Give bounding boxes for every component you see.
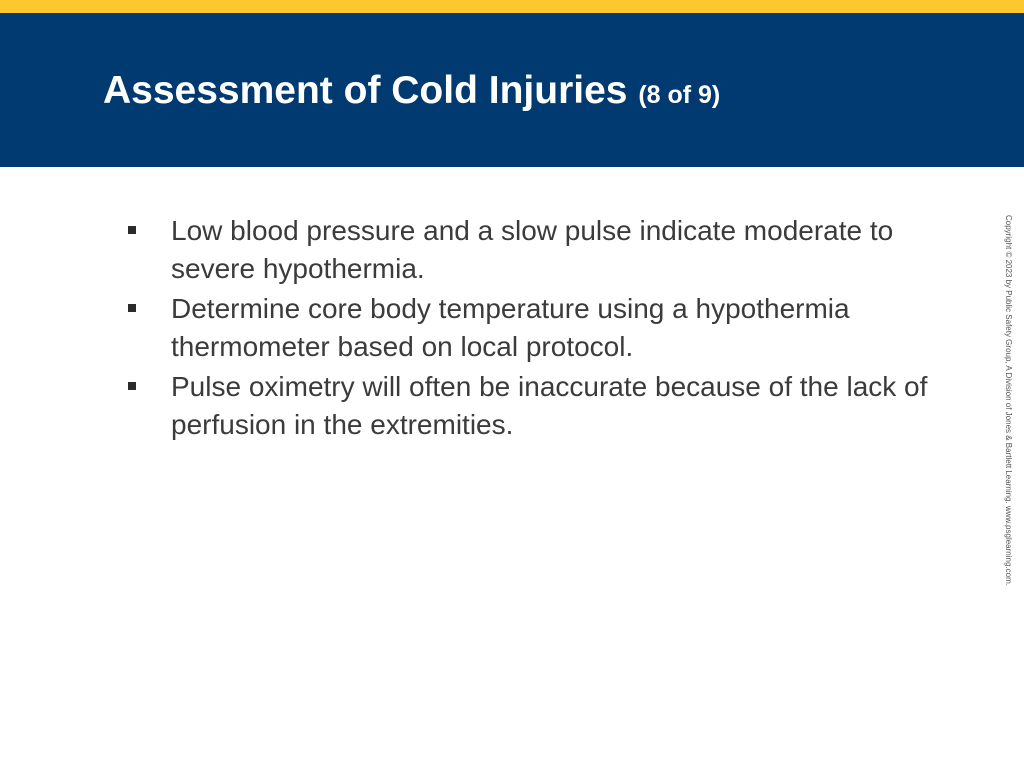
bullet-text: Determine core body temperature using a hypothermia thermometer based on local protocol. xyxy=(171,293,850,362)
bullet-item xyxy=(120,212,950,288)
slide-title-text: Assessment of Cold Injuries xyxy=(103,69,628,112)
square-bullet-icon xyxy=(128,304,136,312)
copyright-notice: Copyright © 2023 by Public Safety Group, A Division of Jones & Bartlett Learning. www.psglearning.com. xyxy=(1004,215,1013,586)
bullet-item xyxy=(120,368,950,444)
bullet-text: Low blood pressure and a slow pulse indicate moderate to severe hypothermia. xyxy=(171,215,894,284)
bullet-item xyxy=(120,290,950,366)
slide-title xyxy=(103,68,720,118)
square-bullet-icon xyxy=(128,382,136,390)
bullet-text: Pulse oximetry will often be inaccurate because of the lack of perfusion in the extremities. xyxy=(171,371,928,440)
square-bullet-icon xyxy=(128,226,136,234)
accent-stripe xyxy=(0,0,1024,13)
bullet-list xyxy=(120,212,950,446)
slide-counter: (8 of 9) xyxy=(638,81,721,109)
